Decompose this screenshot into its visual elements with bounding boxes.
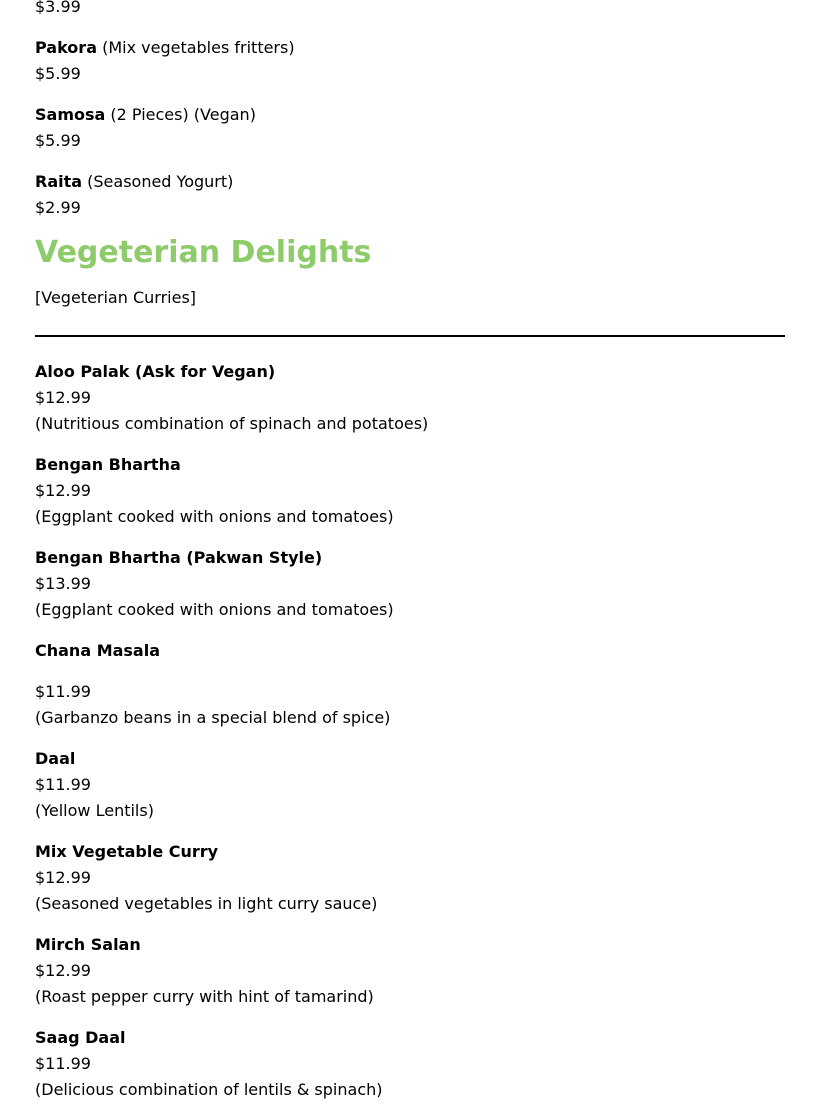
menu-item [35,35,785,87]
menu-item-price: $11.99 [35,1054,91,1073]
menu-item-price: $2.99 [35,198,81,217]
menu-item [35,932,785,1010]
menu-item-description: (Delicious combination of lentils & spinach) [35,1080,383,1099]
menu-item [35,839,785,917]
menu-item-name: Daal [35,749,76,768]
menu-item-description: (Nutritious combination of spinach and potatoes) [35,414,429,433]
section-subtitle: [Vegeterian Curries] [35,288,197,307]
menu-item-price: $12.99 [35,481,91,500]
menu-item [35,169,785,221]
menu-item-name: Aloo Palak (Ask for Vegan) [35,362,276,381]
menu-item-name: Samosa [35,105,106,124]
menu-item [35,1025,785,1103]
menu-item-name: Saag Daal [35,1028,126,1047]
menu-item-price: $12.99 [35,868,91,887]
section-title: Vegeterian Delights [35,235,372,270]
menu-item-price: $3.99 [35,0,81,16]
section-divider [35,335,785,337]
menu-item-price: $11.99 [35,682,91,701]
menu-item-name: Bengan Bhartha [35,455,181,474]
menu-item [35,452,785,530]
menu-item-name: Chana Masala [35,641,161,660]
menu-item [35,102,785,154]
menu-item-description: (Seasoned vegetables in light curry sauce) [35,894,378,913]
menu-item [35,746,785,824]
menu-item-name: Pakora [35,38,97,57]
menu-item-description: (Yellow Lentils) [35,801,154,820]
menu-item-description: (Eggplant cooked with onions and tomatoes) [35,507,394,526]
menu-item [35,359,785,437]
menu-item-description: (Eggplant cooked with onions and tomatoes) [35,600,394,619]
menu-item-name: Mirch Salan [35,935,141,954]
menu-item-description: (Roast pepper curry with hint of tamarind) [35,987,374,1006]
menu-item-price: $13.99 [35,574,91,593]
menu-item-price: $12.99 [35,388,91,407]
menu-item-description: (Garbanzo beans in a special blend of spice) [35,708,391,727]
menu-item-note: (Seasoned Yogurt) [87,172,234,191]
menu-item-price: $11.99 [35,775,91,794]
menu-item-name: Raita [35,172,83,191]
menu-item-note: (2 Pieces) (Vegan) [110,105,256,124]
menu-item-name: Bengan Bhartha (Pakwan Style) [35,548,323,567]
menu-item-price: $5.99 [35,64,81,83]
menu-item-note: (Mix vegetables fritters) [102,38,295,57]
menu-page [35,0,785,1118]
menu-item [35,0,785,20]
menu-item [35,545,785,623]
menu-item-price: $12.99 [35,961,91,980]
menu-item-price: $5.99 [35,131,81,150]
menu-item-name: Mix Vegetable Curry [35,842,219,861]
menu-item [35,638,785,731]
